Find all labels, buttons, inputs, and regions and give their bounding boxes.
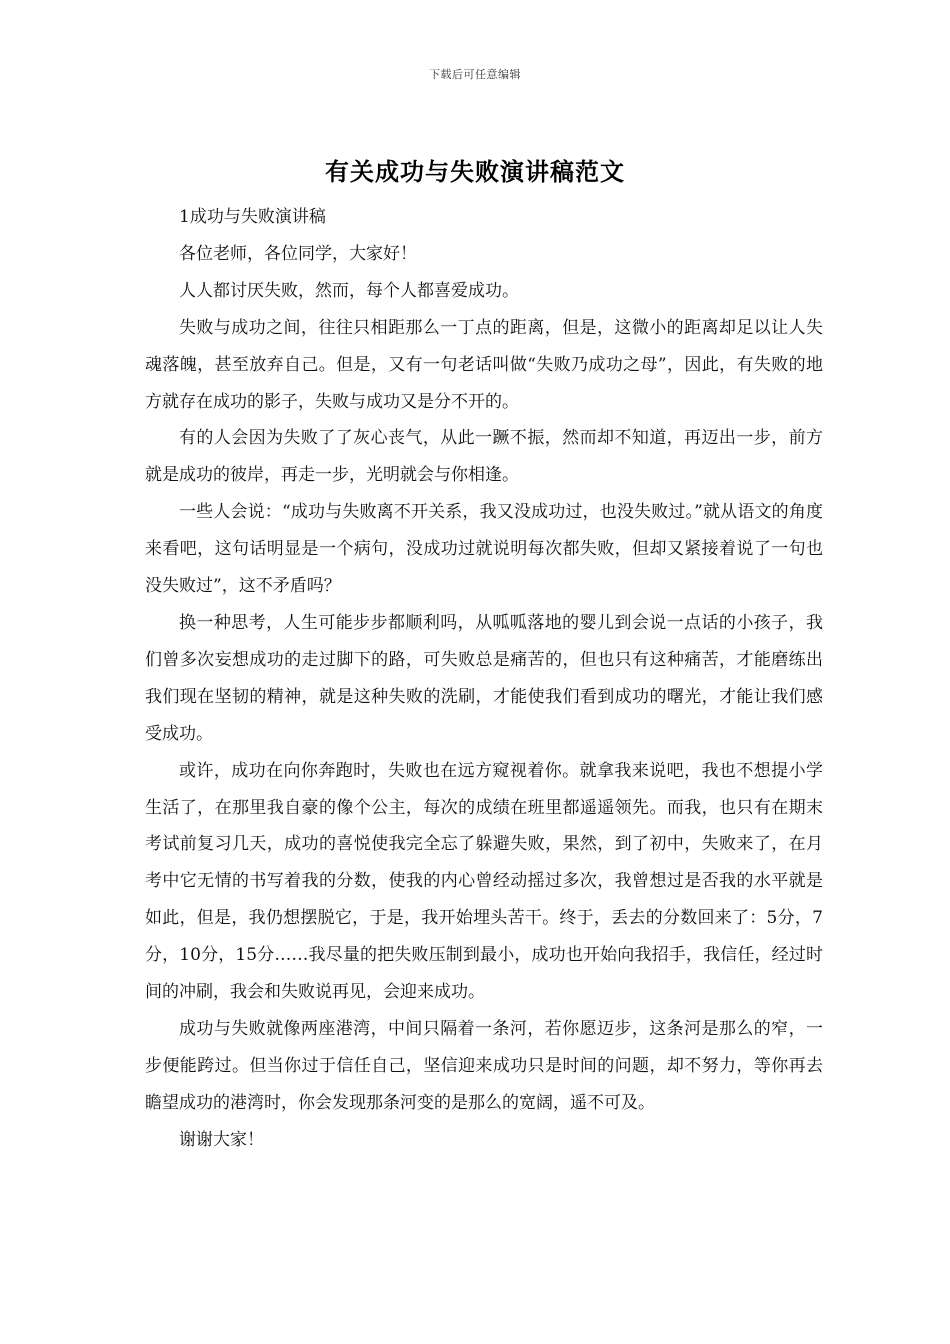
page-header-note: 下载后可任意编辑 <box>429 68 521 81</box>
paragraph: 失败与成功之间，往往只相距那么一丁点的距离，但是，这微小的距离却足以让人失魂落魄，甚至放弃自己。但是，又有一句老话叫做“失败乃成功之母”，因此，有失败的地方就存在成功的影子，失败与成功又是分不开的。 <box>145 317 823 412</box>
paragraph: 有的人会因为失败了了灰心丧气，从此一蹶不振，然而却不知道，再迈出一步，前方就是成功的彼岸，再走一步，光明就会与你相逢。 <box>145 428 823 486</box>
paragraph-subtitle: 1成功与失败演讲稿 <box>179 207 326 227</box>
document-title: 有关成功与失败演讲稿范文 <box>325 157 625 186</box>
document-body <box>145 199 823 1159</box>
paragraph: 换一种思考，人生可能步步都顺利吗，从呱呱落地的婴儿到会说一点话的小孩子，我们曾多次妄想成功的走过脚下的路，可失败总是痛苦的，但也只有这种痛苦，才能磨练出我们现在坚韧的精神，就是这种失败的洗刷，才能使我们看到成功的曙光，才能让我们感受成功。 <box>145 612 823 744</box>
paragraph: 成功与失败就像两座港湾，中间只隔着一条河，若你愿迈步，这条河是那么的窄，一步便能跨过。但当你过于信任自己，坚信迎来成功只是时间的问题，却不努力，等你再去瞻望成功的港湾时，你会发现那条河变的是那么的宽阔，遥不可及。 <box>145 1018 823 1113</box>
paragraph: 一些人会说：“成功与失败离不开关系，我又没成功过，也没失败过。”就从语文的角度来看吧，这句话明显是一个病句，没成功过就说明每次都失败，但却又紧接着说了一句也没失败过”，这不矛盾吗？ <box>145 502 823 597</box>
paragraph: 人人都讨厌失败，然而，每个人都喜爱成功。 <box>179 280 519 301</box>
paragraph-greeting: 各位老师，各位同学，大家好！ <box>179 243 417 264</box>
paragraph-closing: 谢谢大家！ <box>179 1129 264 1150</box>
paragraph: 或许，成功在向你奔跑时，失败也在远方窥视着你。就拿我来说吧，我也不想提小学生活了，在那里我自豪的像个公主，每次的成绩在班里都遥遥领先。而我，也只有在期末考试前复习几天，成功的喜悦使我完全忘了躲避失败，果然，到了初中，失败来了，在月考中它无情的书写着我的分数，使我的内心曾经动摇过多次，我曾想过是否我的水平就是如此，但是，我仍想摆脱它，于是，我开始埋头苦干。终于，丢去的分数回来了：5分，7分，10分，15分……我尽量的把失败压制到最小，成功也开始向我招手，我信任，经过时间的冲刷，我会和失败说再见，会迎来成功。 <box>145 760 823 1003</box>
